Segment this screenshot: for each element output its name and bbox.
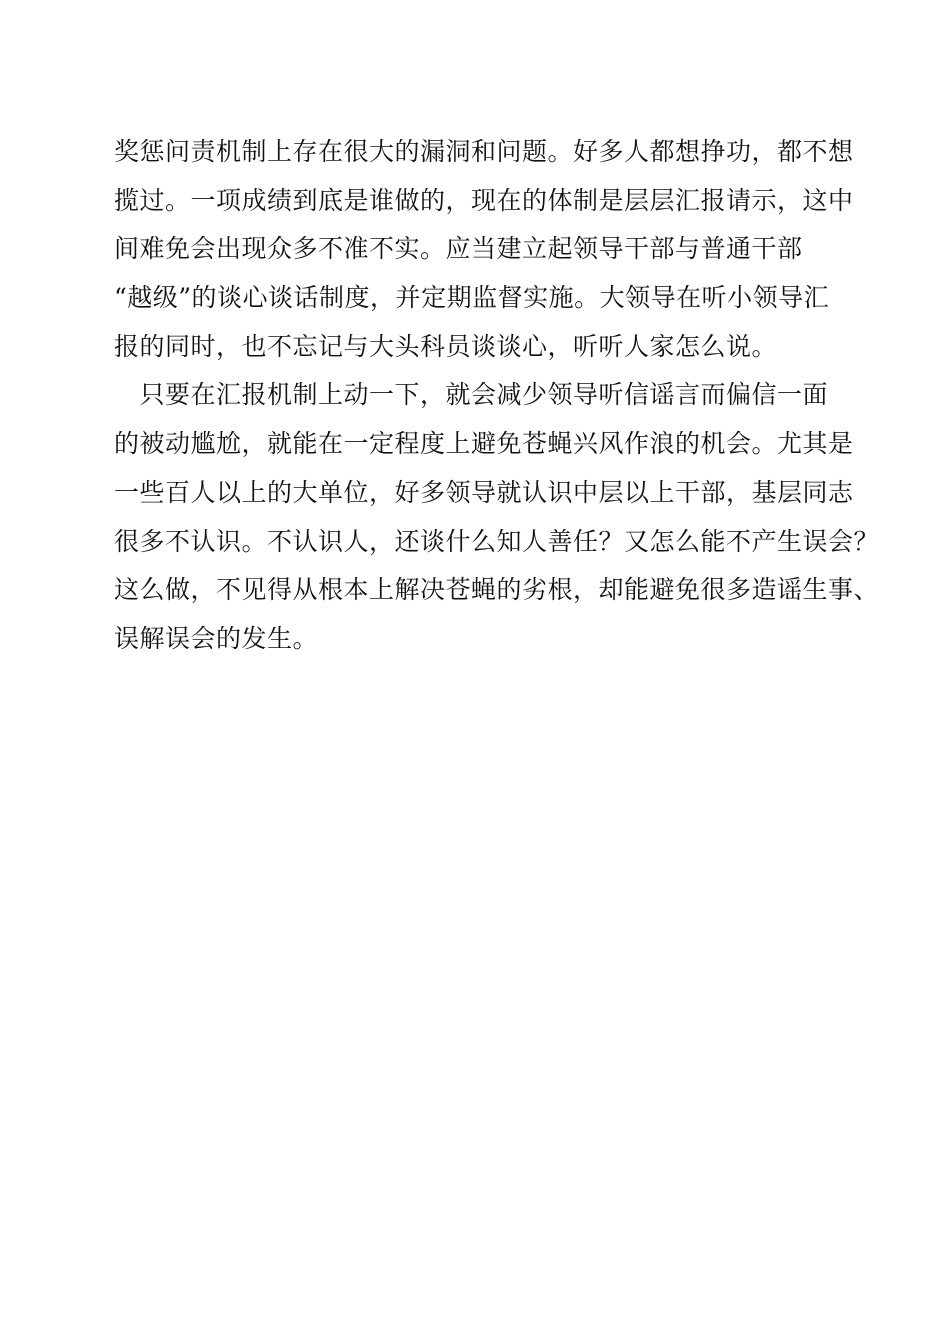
- text-line: 很多不认识。不认识人，还谈什么知人善任？又怎么能不产生误会？: [114, 526, 880, 556]
- text-line: 间难免会出现众多不准不实。应当建立起领导干部与普通干部: [114, 234, 803, 264]
- text-line: 一些百人以上的大单位，好多领导就认识中层以上干部，基层同志: [114, 477, 854, 507]
- body-text: [114, 128, 880, 664]
- text-line: 误解误会的发生。: [114, 623, 319, 653]
- text-line: 揽过。一项成绩到底是谁做的，现在的体制是层层汇报请示，这中: [114, 185, 854, 215]
- text-line: 这么做，不见得从根本上解决苍蝇的劣根，却能避免很多造谣生事、: [114, 575, 880, 605]
- text-line: 的被动尴尬，就能在一定程度上避免苍蝇兴风作浪的机会。尤其是: [114, 429, 854, 459]
- text-line: 报的同时，也不忘记与大头科员谈谈心，听听人家怎么说。: [114, 331, 778, 361]
- text-line: 只要在汇报机制上动一下，就会减少领导听信谣言而偏信一面: [114, 380, 829, 410]
- text-line: 奖惩问责机制上存在很大的漏洞和问题。好多人都想挣功，都不想: [114, 137, 854, 166]
- text-line: “越级”的谈心谈话制度，并定期监督实施。大领导在听小领导汇: [114, 283, 830, 313]
